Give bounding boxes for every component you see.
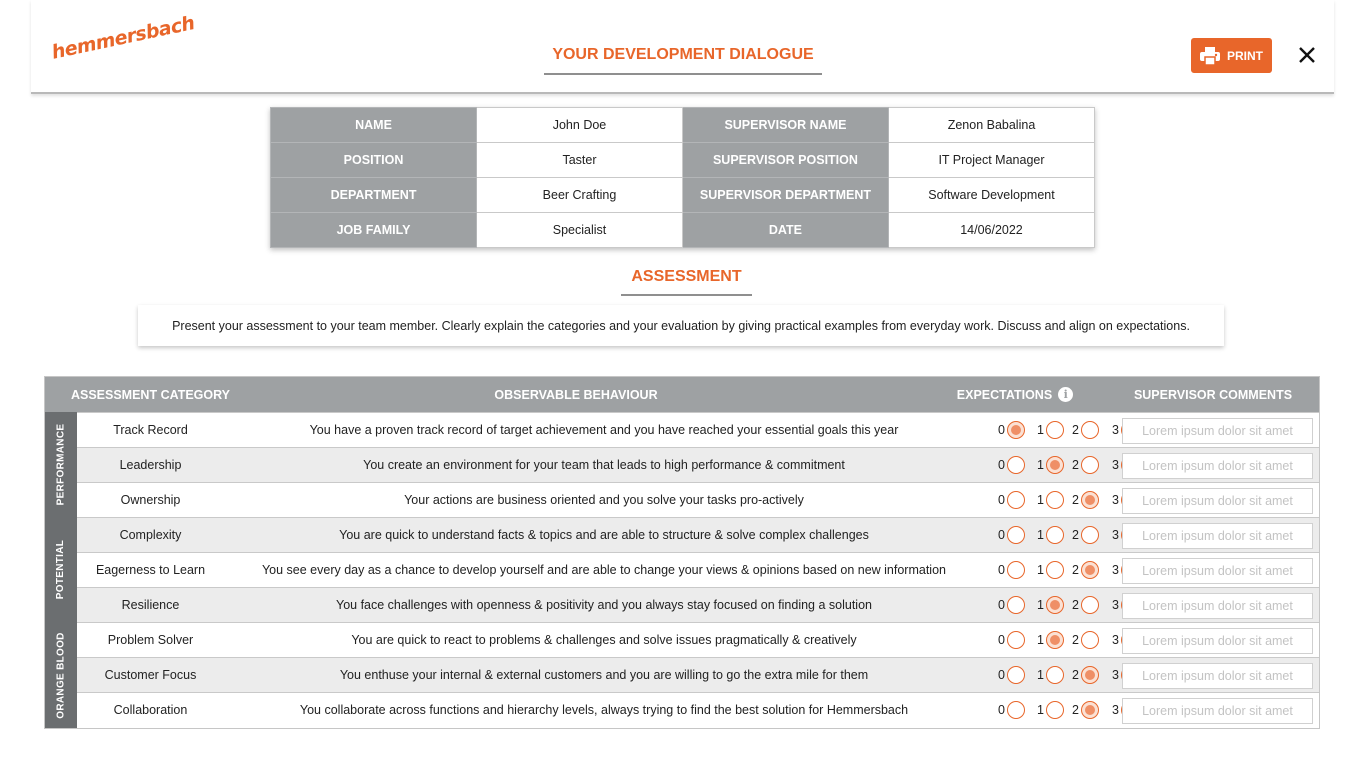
expectation-option-label: 2: [1072, 458, 1079, 472]
expectation-option-label: 3: [1112, 598, 1119, 612]
row-behaviour: You create an environment for your team that leads to high performance & commitment: [363, 458, 845, 472]
radio-button[interactable]: [1046, 456, 1064, 474]
expectation-option-label: 0: [998, 423, 1005, 437]
table-row: [77, 412, 1319, 447]
expectation-option-2[interactable]: [1072, 595, 1099, 615]
row-category: Problem Solver: [107, 633, 194, 647]
radio-button[interactable]: [1007, 561, 1025, 579]
job-family-value: Specialist: [477, 213, 683, 248]
expectation-option-0[interactable]: [998, 665, 1025, 685]
expectation-option-1[interactable]: [1037, 490, 1064, 510]
name-label: NAME: [271, 108, 477, 143]
radio-button[interactable]: [1046, 421, 1064, 439]
expectation-option-2[interactable]: [1072, 455, 1099, 475]
expectation-option-0[interactable]: [998, 595, 1025, 615]
expectation-option-label: 2: [1072, 493, 1079, 507]
col-header-behaviour: OBSERVABLE BEHAVIOUR: [494, 387, 658, 402]
expectation-option-label: 1: [1037, 703, 1044, 717]
expectation-option-label: 3: [1112, 668, 1119, 682]
supervisor-department-value: Software Development: [888, 178, 1094, 213]
close-icon[interactable]: [1296, 44, 1318, 66]
radio-button[interactable]: [1081, 596, 1099, 614]
radio-button[interactable]: [1046, 701, 1064, 719]
expectation-option-0[interactable]: [998, 700, 1025, 720]
col-header-category: ASSESSMENT CATEGORY: [70, 387, 231, 402]
radio-button[interactable]: [1081, 491, 1099, 509]
expectation-option-label: 2: [1072, 598, 1079, 612]
expectation-option-label: 3: [1112, 493, 1119, 507]
expectation-option-label: 3: [1112, 528, 1119, 542]
supervisor-name-value: Zenon Babalina: [888, 108, 1094, 143]
table-row: [77, 657, 1319, 692]
row-behaviour: You are quick to understand facts & topics and are able to structure & solve complex challenges: [339, 528, 869, 542]
supervisor-comment-input[interactable]: [1122, 663, 1313, 689]
radio-button[interactable]: [1007, 491, 1025, 509]
supervisor-comment-input[interactable]: [1122, 628, 1313, 654]
row-category: Ownership: [120, 493, 181, 507]
expectation-option-2[interactable]: [1072, 630, 1099, 650]
assessment-table: [44, 376, 1320, 729]
section-performance: PERFORMANCE: [45, 412, 77, 517]
expectation-option-label: 2: [1072, 703, 1079, 717]
row-category: Complexity: [119, 528, 182, 542]
radio-button[interactable]: [1007, 456, 1025, 474]
expectation-option-1[interactable]: [1037, 630, 1064, 650]
expectation-option-label: 1: [1037, 423, 1044, 437]
row-category: Resilience: [121, 598, 180, 612]
expectation-option-label: 1: [1037, 668, 1044, 682]
expectation-option-1[interactable]: [1037, 525, 1064, 545]
row-category: Leadership: [119, 458, 182, 472]
col-header-expectations: [945, 377, 1085, 412]
assessment-table-header: [45, 377, 1319, 412]
expectation-option-label: 3: [1112, 563, 1119, 577]
row-category: Customer Focus: [104, 668, 197, 682]
radio-button[interactable]: [1081, 561, 1099, 579]
radio-button[interactable]: [1007, 596, 1025, 614]
col-header-comments: SUPERVISOR COMMENTS: [1133, 387, 1293, 402]
row-category: Track Record: [113, 423, 188, 437]
assessment-intro-text: Present your assessment to your team member. Clearly explain the categories and your evaluation by giving practical examples from everyday work. Discuss and align on expectations.: [172, 318, 1190, 333]
department-value: Beer Crafting: [477, 178, 683, 213]
radio-button[interactable]: [1007, 631, 1025, 649]
radio-button[interactable]: [1007, 701, 1025, 719]
radio-button[interactable]: [1081, 526, 1099, 544]
expectation-option-label: 3: [1112, 703, 1119, 717]
expectation-option-label: 0: [998, 563, 1005, 577]
expectation-option-label: 3: [1112, 458, 1119, 472]
table-row: [77, 622, 1319, 657]
expectation-option-label: 0: [998, 528, 1005, 542]
row-behaviour: You are quick to react to problems & challenges and solve issues pragmatically & creatively: [351, 633, 857, 647]
expectation-option-label: 1: [1037, 493, 1044, 507]
expectation-option-label: 2: [1072, 633, 1079, 647]
expectation-option-label: 1: [1037, 633, 1044, 647]
radio-button[interactable]: [1007, 526, 1025, 544]
print-label: PRINT: [1227, 48, 1263, 63]
name-value: John Doe: [477, 108, 683, 143]
supervisor-comment-input[interactable]: [1122, 698, 1313, 724]
expectation-option-label: 2: [1072, 563, 1079, 577]
expectation-option-label: 0: [998, 458, 1005, 472]
expectation-option-2[interactable]: [1072, 525, 1099, 545]
radio-button[interactable]: [1046, 526, 1064, 544]
date-value: 14/06/2022: [888, 213, 1094, 248]
radio-button[interactable]: [1081, 666, 1099, 684]
radio-button[interactable]: [1046, 491, 1064, 509]
expectation-option-1[interactable]: [1037, 665, 1064, 685]
expectation-option-label: 0: [998, 668, 1005, 682]
expectation-option-1[interactable]: [1037, 560, 1064, 580]
expectation-option-label: 0: [998, 633, 1005, 647]
section-orange-blood: ORANGE BLOOD: [45, 622, 77, 728]
expectation-option-label: 2: [1072, 423, 1079, 437]
info-icon[interactable]: i: [1058, 387, 1073, 402]
expectation-option-label: 3: [1112, 633, 1119, 647]
expectation-option-0[interactable]: [998, 630, 1025, 650]
supervisor-name-label: SUPERVISOR NAME: [682, 108, 888, 143]
supervisor-comment-input[interactable]: [1122, 523, 1313, 549]
radio-button[interactable]: [1081, 701, 1099, 719]
assessment-title: ASSESSMENT: [621, 268, 752, 296]
expectation-option-label: 1: [1037, 528, 1044, 542]
radio-button[interactable]: [1007, 421, 1025, 439]
supervisor-comment-input[interactable]: [1122, 593, 1313, 619]
supervisor-comment-input[interactable]: [1122, 558, 1313, 584]
row-behaviour: Your actions are business oriented and you solve your tasks pro-actively: [404, 493, 804, 507]
table-row: [77, 517, 1319, 552]
radio-button[interactable]: [1081, 456, 1099, 474]
expectation-option-label: 0: [998, 703, 1005, 717]
expectation-option-2[interactable]: [1072, 665, 1099, 685]
page-title: YOUR DEVELOPMENT DIALOGUE: [544, 46, 822, 75]
job-family-label: JOB FAMILY: [271, 213, 477, 248]
hemmersbach-logo: hemmersbach: [49, 12, 197, 64]
expectation-option-0[interactable]: [998, 490, 1025, 510]
supervisor-comment-input[interactable]: [1122, 488, 1313, 514]
table-row: [77, 587, 1319, 622]
table-row: [77, 692, 1319, 727]
expectation-option-0[interactable]: [998, 560, 1025, 580]
expectation-option-label: 1: [1037, 458, 1044, 472]
radio-button[interactable]: [1007, 666, 1025, 684]
supervisor-comment-input[interactable]: [1122, 453, 1313, 479]
radio-button[interactable]: [1046, 666, 1064, 684]
section-potential: POTENTIAL: [45, 517, 77, 622]
position-label: POSITION: [271, 143, 477, 178]
radio-button[interactable]: [1081, 421, 1099, 439]
expectation-option-label: 2: [1072, 528, 1079, 542]
col-header-expectations-label: EXPECTATIONS: [956, 387, 1053, 402]
row-behaviour: You face challenges with openness & positivity and you always stay focused on finding a solution: [336, 598, 872, 612]
radio-button[interactable]: [1081, 631, 1099, 649]
row-behaviour: You see every day as a chance to develop yourself and are able to change your views & opinions based on new information: [261, 563, 946, 577]
radio-button[interactable]: [1046, 631, 1064, 649]
employee-info-table: [270, 107, 1095, 248]
expectation-option-label: 0: [998, 493, 1005, 507]
expectation-option-0[interactable]: [998, 420, 1025, 440]
expectation-option-label: 0: [998, 598, 1005, 612]
row-behaviour: You collaborate across functions and hierarchy levels, always trying to find the best solution for Hemmersbach: [299, 703, 909, 717]
radio-button[interactable]: [1046, 596, 1064, 614]
date-label: DATE: [682, 213, 888, 248]
expectation-option-label: 1: [1037, 563, 1044, 577]
expectation-option-label: 3: [1112, 423, 1119, 437]
department-label: DEPARTMENT: [271, 178, 477, 213]
table-row: [77, 482, 1319, 517]
row-behaviour: You enthuse your internal & external customers and you are willing to go the extra mile for them: [339, 668, 869, 682]
expectation-option-0[interactable]: [998, 525, 1025, 545]
expectation-option-2[interactable]: [1072, 560, 1099, 580]
expectation-option-1[interactable]: [1037, 420, 1064, 440]
expectation-option-2[interactable]: [1072, 700, 1099, 720]
row-category: Eagerness to Learn: [95, 563, 206, 577]
table-row: [77, 552, 1319, 587]
expectation-option-2[interactable]: [1072, 490, 1099, 510]
printer-icon: [1200, 47, 1220, 65]
table-row: [77, 447, 1319, 482]
row-category: Collaboration: [113, 703, 188, 717]
position-value: Taster: [477, 143, 683, 178]
expectation-option-1[interactable]: [1037, 700, 1064, 720]
print-button[interactable]: [1191, 38, 1272, 73]
supervisor-position-label: SUPERVISOR POSITION: [682, 143, 888, 178]
expectation-option-2[interactable]: [1072, 420, 1099, 440]
supervisor-department-label: SUPERVISOR DEPARTMENT: [682, 178, 888, 213]
expectation-option-label: 2: [1072, 668, 1079, 682]
expectation-option-label: 1: [1037, 598, 1044, 612]
supervisor-comment-input[interactable]: [1122, 418, 1313, 444]
expectation-option-1[interactable]: [1037, 595, 1064, 615]
expectation-option-0[interactable]: [998, 455, 1025, 475]
expectation-option-1[interactable]: [1037, 455, 1064, 475]
radio-button[interactable]: [1046, 561, 1064, 579]
assessment-intro: [138, 305, 1224, 346]
supervisor-position-value: IT Project Manager: [888, 143, 1094, 178]
row-behaviour: You have a proven track record of target achievement and you have reached your essential goals this year: [309, 423, 899, 437]
